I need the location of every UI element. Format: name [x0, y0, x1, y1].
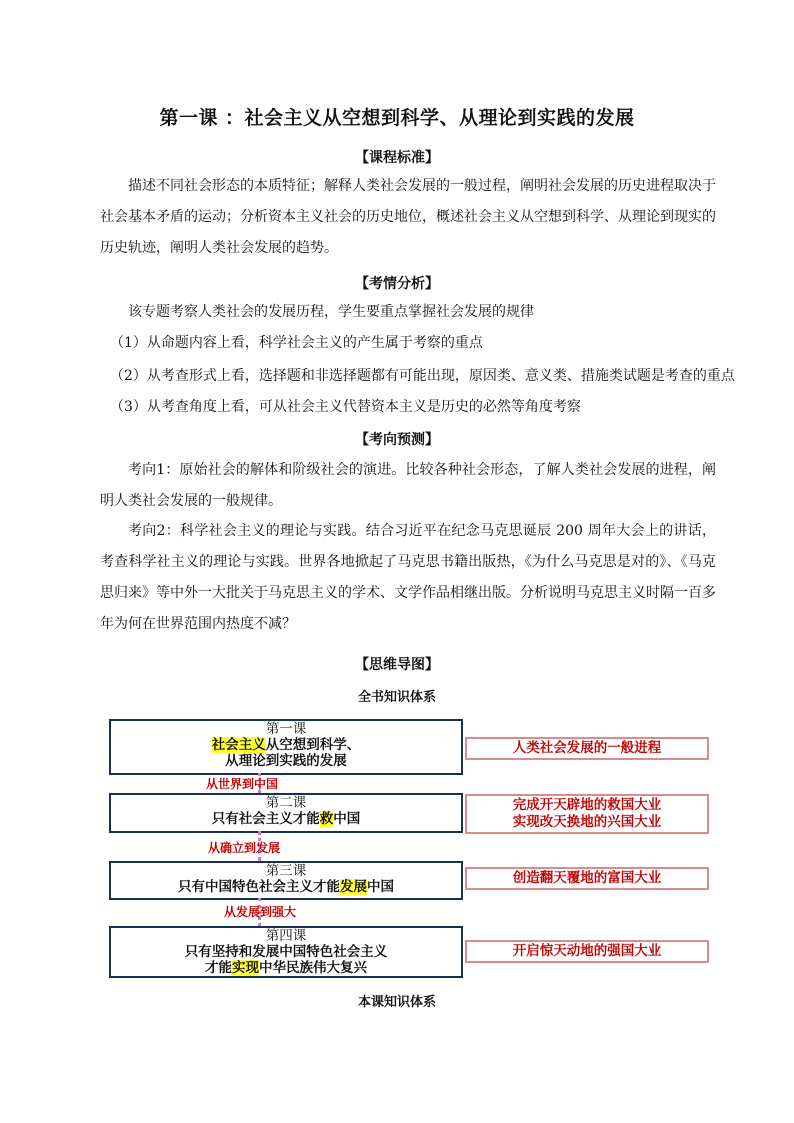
- lesson-3-highlight: 发展: [340, 879, 367, 895]
- forecast-paragraph-2: 考向2：科学社会主义的理论与实践。结合习近平在纪念马克思诞辰 200 周年大会上的讲话，考查科学社主义的理论与实践。世界各地掀起了马克思书籍出版热，《为什么马克思是对的》、《马克思归来》等中外一大批关于马克思主义的学术、文学作品相继出版。分析说明马克思主义时隔一百多年为何在世界范围内热度不减？: [100, 523, 716, 632]
- lesson-box-1: [109, 719, 463, 775]
- lesson-4-text-line1: 只有坚持和发展中国特色社会主义: [184, 944, 388, 960]
- analysis-intro: 该专题考察人类社会的发展历程，学生要重点掌握社会发展的规律: [128, 304, 534, 320]
- lesson-3-number: 第三课: [265, 863, 307, 879]
- section-heading-standard: 【课程标准】: [355, 150, 439, 166]
- forecast-paragraph-1: 考向1：原始社会的解体和阶级社会的演进。比较各种社会形态，了解人类社会发展的进程，阐明人类社会发展的一般规律。: [100, 462, 716, 509]
- lesson-box-4: [109, 926, 463, 978]
- lesson-2-text-post: 中国: [333, 811, 361, 827]
- lesson-box-2: [109, 793, 463, 833]
- lesson-3-text-pre: 只有中国特色社会主义才能: [178, 879, 340, 895]
- lesson-3-text-post: 中国: [367, 879, 394, 895]
- lesson-2-number: 第二课: [265, 795, 307, 811]
- side-box-2-line2: 实现改天换地的兴国大业: [512, 814, 662, 830]
- side-box-1: 人类社会发展的一般进程: [465, 737, 709, 760]
- lesson-2-highlight: 救: [319, 811, 334, 827]
- lesson-4-highlight: 实现: [232, 960, 259, 976]
- page-title: 第一课 ：社会主义从空想到科学、从理论到实践的发展: [159, 107, 635, 129]
- arrow-label-1: 从世界到中国: [206, 777, 279, 791]
- side-box-3: 创造翻天覆地的富国大业: [465, 867, 709, 890]
- lesson-1-text: 从空想到科学、: [265, 737, 361, 753]
- mindmap-footer: 本课知识体系: [357, 995, 436, 1010]
- standard-paragraph: 描述不同社会形态的本质特征；解释人类社会发展的一般过程，阐明社会发展的历史进程取决于社会基本矛盾的运动；分析资本主义社会的历史地位，概述社会主义从空想到科学、从理论到现实的历史轨迹，阐明人类社会发展的趋势。: [100, 178, 716, 256]
- lesson-1-highlight: 社会主义: [211, 737, 266, 753]
- lesson-2-text-pre: 只有社会主义才能: [211, 811, 320, 827]
- analysis-item-1: （1）从命题内容上看，科学社会主义的产生属于考察的重点: [110, 335, 483, 351]
- mindmap-subtitle: 全书知识体系: [357, 690, 436, 705]
- lesson-1-number: 第一课: [265, 721, 307, 737]
- arrow-label-3: 从发展到强大: [224, 905, 297, 919]
- lesson-box-3: [109, 861, 463, 900]
- section-heading-forecast: 【考向预测】: [355, 432, 439, 448]
- arrow-label-2: 从确立到发展: [208, 841, 281, 855]
- side-box-2: [465, 794, 709, 834]
- lesson-4-text-pre: 才能: [205, 960, 232, 976]
- analysis-item-3: （3）从考查角度上看，可从社会主义代替资本主义是历史的必然等角度考察: [110, 399, 581, 415]
- analysis-item-2: （2）从考查形式上看，选择题和非选择题都有可能出现，原因类、意义类、措施类试题是考查的重点: [110, 368, 735, 384]
- section-heading-analysis: 【考情分析】: [355, 276, 439, 292]
- lesson-4-number: 第四课: [265, 928, 307, 944]
- lesson-1-text-line2: 从理论到实践的发展: [225, 753, 347, 769]
- section-heading-mindmap: 【思维导图】: [355, 657, 439, 673]
- side-box-2-line1: 完成开天辟地的救国大业: [512, 797, 662, 813]
- side-box-4: 开启惊天动地的强国大业: [465, 940, 709, 963]
- lesson-4-text-post: 中华民族伟大复兴: [259, 960, 367, 976]
